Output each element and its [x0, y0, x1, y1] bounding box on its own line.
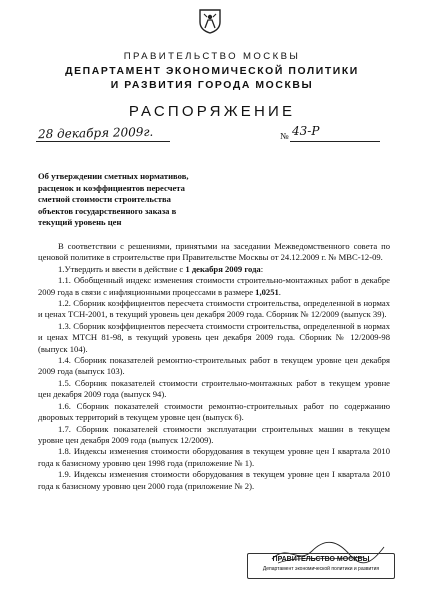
handwritten-date: 28 декабря 2009г.: [37, 124, 154, 142]
item-1-9: 1.9. Индексы изменения стоимости оборудования в текущем уровне цен I квартала 2010 года к базисному уровню цен 2000 года (приложение № 2).: [38, 469, 390, 491]
registration-stamp: [247, 553, 395, 579]
subject-line: объектов государственного заказа в: [38, 205, 177, 216]
subject-line: Об утверждении сметных нормативов,: [38, 171, 189, 181]
item-1-5: 1.5. Сборник показателей стоимости строительно-монтажных работ в текущем уровне цен декабря 2009 года (выпуск 94).: [38, 377, 390, 400]
moscow-coat-of-arms-icon: [198, 8, 222, 34]
item-1-1-end: .: [278, 286, 281, 297]
item-1-6: 1.6. Сборник показателей стоимости ремонтно-строительных работ по содержанию дворовых территорий в текущем уровне цен (выпуск 6).: [38, 400, 390, 423]
item-1-1-text: 1.1. Обобщенный индекс изменения стоимости строительно-монтажных работ в декабре 2009 года в связи с инфляционными процессами в размере: [38, 275, 390, 297]
item-1-4: 1.4. Сборник показателей ремонтно-строительных работ в текущем уровне цен декабря 2009 года (выпуск 103).: [38, 355, 390, 377]
handwritten-number: 43-Р: [292, 124, 320, 138]
item-1-prefix: 1.Утвердить и ввести в действие с: [58, 263, 186, 274]
item-1-suffix: :: [260, 263, 264, 274]
department-title-line1: ДЕПАРТАМЕНТ ЭКОНОМИЧЕСКОЙ ПОЛИТИКИ: [65, 66, 359, 77]
document-subject: [38, 171, 253, 229]
item-1: [38, 264, 390, 275]
document-body: [38, 241, 390, 492]
item-1-2: 1.2. Сборник коэффициентов пересчета стоимости строительства, определенной в нормах и ценах ТСН-2001, в текущий уровень цен декабря 2009 года. Сборник № 12/2009 (выпуск 39).: [38, 298, 390, 320]
department-title-line2: И РАЗВИТИЯ ГОРОДА МОСКВЫ: [110, 80, 314, 91]
intro-paragraph: В соответствии с решениями, принятыми на заседании Межведомственного совета по ценовой политике в строительстве при Правительстве Москвы от 24.12.2009 г. № МВС-12-09.: [38, 241, 390, 263]
item-1-7: 1.7. Сборник показателей стоимости эксплуатации строительных машин в текущем уровне цен декабря 2009 года (выпуск 12/2009).: [38, 423, 390, 445]
item-1-date: 1 декабря 2009 года: [185, 263, 261, 274]
subject-line: расценок и коэффициентов пересчета: [38, 182, 185, 193]
subject-line: текущий уровень цен: [38, 217, 122, 228]
item-1-8: 1.8. Индексы изменения стоимости оборудования в текущем уровне цен I квартала 2010 года к базисному уровню цен 1998 года (приложение № 1).: [38, 446, 390, 468]
item-1-3: 1.3. Сборник коэффициентов пересчета стоимости строительства, определенной в нормах и ценах МТСН 81-98, в текущий уровень цен декабря 2009 года. Сборник № 12/2009-98 (выпуск 104).: [38, 320, 390, 354]
item-1-1: [38, 275, 390, 298]
subject-line: сметной стоимости строительства: [38, 194, 171, 205]
government-title: ПРАВИТЕЛЬСТВО МОСКВЫ: [123, 51, 301, 62]
document-type: РАСПОРЯЖЕНИЕ: [128, 103, 296, 120]
item-1-1-index-value: 1,0251: [255, 286, 279, 297]
stamp-line1: ПРАВИТЕЛЬСТВО МОСКВЫ: [272, 556, 370, 563]
stamp-line2: Департамент экономической политики и развития: [262, 566, 380, 572]
number-label: №: [280, 131, 289, 141]
number-underline: [290, 141, 380, 142]
date-underline: [36, 141, 170, 142]
